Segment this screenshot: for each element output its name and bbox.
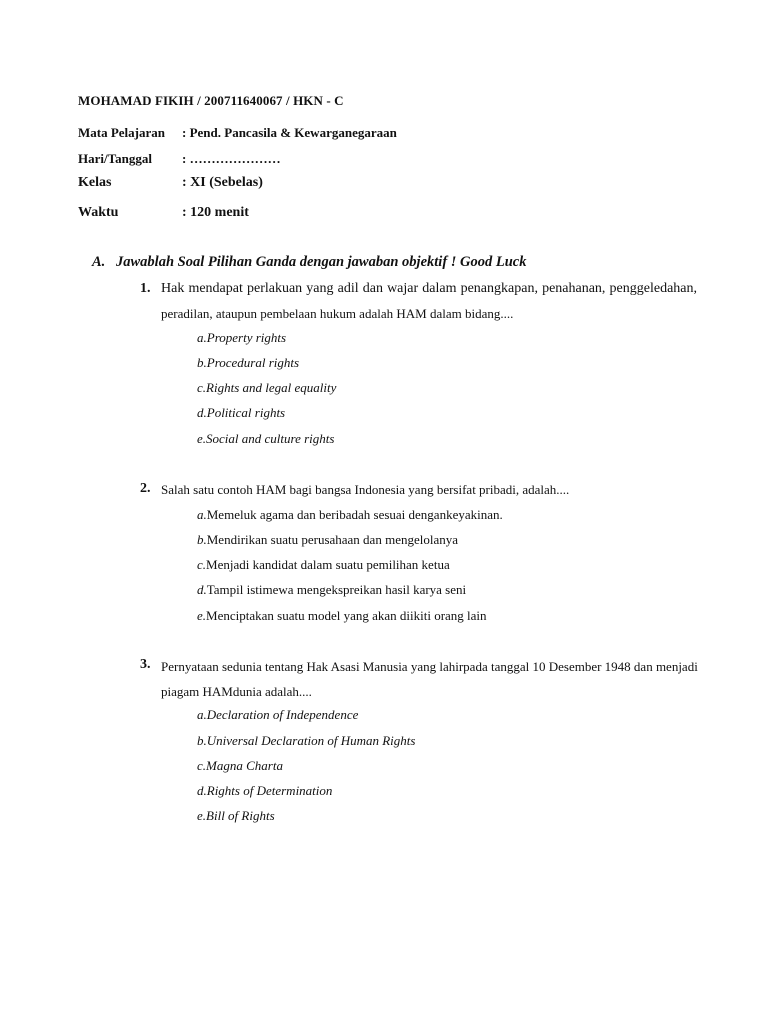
option-letter: d. [197, 405, 207, 420]
question-text-line: Salah satu contoh HAM bagi bangsa Indonesia yang bersifat pribadi, adalah.... [161, 482, 570, 497]
option-item [197, 557, 450, 573]
option-text: Bill of Rights [206, 808, 275, 823]
student-header: MOHAMAD FIKIH / 200711640067 / HKN - C [78, 93, 344, 108]
option-letter: c. [197, 758, 207, 773]
option-letter: a. [197, 330, 207, 345]
info-label: Waktu [78, 205, 119, 220]
option-letter: b. [197, 733, 207, 748]
option-text: Menjadi kandidat dalam suatu pemilihan ketua [206, 557, 450, 572]
option-item [197, 355, 299, 371]
option-item [197, 783, 332, 799]
option-text: Universal Declaration of Human Rights [206, 733, 416, 748]
option-letter: a. [197, 507, 207, 522]
option-text: Rights and legal equality [206, 380, 337, 395]
question-text-line: peradilan, ataupun pembelaan hukum adalah HAM dalam bidang.... [161, 306, 514, 321]
question-number: 3. [140, 657, 151, 672]
option-item [197, 431, 334, 447]
question-text-line: Pernyataan sedunia tentang Hak Asasi Manusia yang lahirpada tanggal 10 Desember 1948 dan menjadi [161, 659, 698, 674]
info-value: : ………………… [182, 151, 281, 166]
option-text: Tampil istimewa mengekspreikan hasil karya seni [206, 582, 467, 597]
option-item [197, 582, 466, 598]
option-text: Property rights [206, 330, 287, 345]
section-title [92, 254, 527, 271]
option-letter: e. [197, 431, 207, 446]
option-text: Declaration of Independence [206, 707, 359, 722]
option-text: Magna Charta [206, 758, 283, 773]
option-letter: d. [197, 582, 207, 597]
option-letter: b. [197, 532, 207, 547]
info-label: Hari/Tanggal [78, 151, 152, 166]
option-text: Social and culture rights [206, 431, 335, 446]
option-item [197, 808, 275, 824]
option-item [197, 380, 336, 396]
option-text: Mendirikan suatu perusahaan dan mengelolanya [206, 532, 458, 547]
option-item [197, 608, 487, 624]
info-value: : Pend. Pancasila & Kewarganegaraan [182, 125, 397, 140]
option-letter: b. [197, 355, 207, 370]
question-text-line: Hak mendapat perlakuan yang adil dan wajar dalam penangkapan, penahanan, penggeledahan, [161, 281, 697, 296]
option-item [197, 507, 503, 523]
option-text: Memeluk agama dan beribadah sesuai dengankeyakinan. [206, 507, 503, 522]
info-value: : 120 menit [182, 205, 249, 220]
question-text-line: piagam HAMdunia adalah.... [161, 684, 312, 699]
info-label: Kelas [78, 175, 112, 190]
option-item [197, 532, 458, 548]
question-number: 2. [140, 481, 151, 496]
section-letter: A. [92, 254, 106, 270]
option-text: Menciptakan suatu model yang akan diikiti orang lain [206, 608, 487, 623]
option-letter: e. [197, 608, 207, 623]
option-item [197, 405, 285, 421]
option-letter: e. [197, 808, 207, 823]
option-item [197, 330, 286, 346]
section-title-text: Jawablah Soal Pilihan Ganda dengan jawaban objektif ! Good Luck [116, 254, 527, 270]
question-number: 1. [140, 281, 151, 296]
option-text: Rights of Determination [206, 783, 333, 798]
info-label: Mata Pelajaran [78, 125, 166, 140]
option-item [197, 758, 283, 774]
option-letter: a. [197, 707, 207, 722]
option-letter: c. [197, 380, 207, 395]
option-item [197, 733, 415, 749]
option-letter: c. [197, 557, 207, 572]
option-letter: d. [197, 783, 207, 798]
option-text: Procedural rights [206, 355, 300, 370]
info-value: : XI (Sebelas) [182, 175, 263, 190]
option-text: Political rights [206, 405, 286, 420]
option-item [197, 707, 358, 723]
